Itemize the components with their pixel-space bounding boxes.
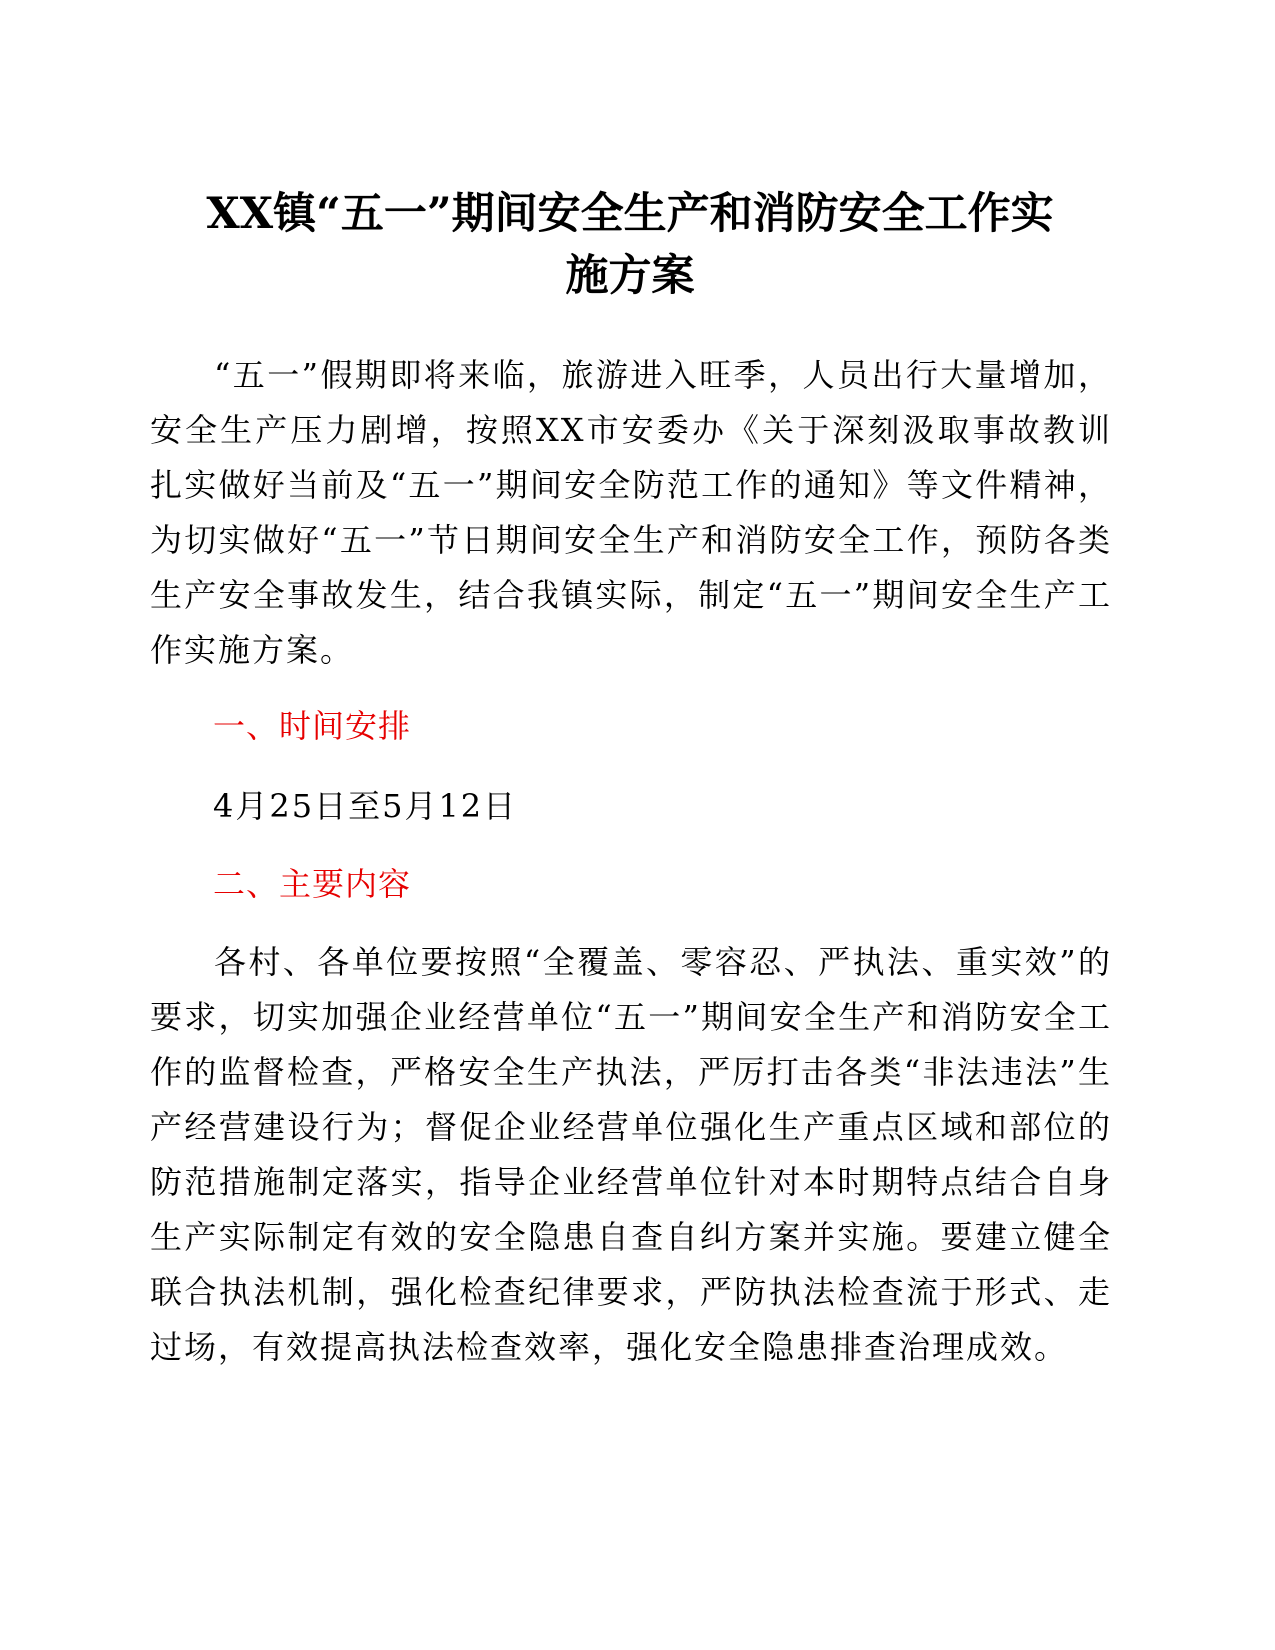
intro-paragraph: “五一”假期即将来临，旅游进入旺季，人员出行大量增加，安全生产压力剧增，按照XX市安委办《关于深刻汲取事故教训扎实做好当前及“五一”期间安全防范工作的通知》等文件精神，为切实做好“五一”节日期间安全生产和消防安全工作，预防各类生产安全事故发生，结合我镇实际，制定“五一”期间安全生产工作实施方案。: [150, 356, 1112, 669]
section-1-date-range: 4月25日至5月12日: [213, 787, 518, 825]
document-title-line-1: XX镇“五一”期间安全生产和消防安全工作实: [206, 189, 1054, 239]
section-2-heading: 二、主要内容: [213, 865, 412, 903]
section-1-heading: 一、时间安排: [213, 707, 412, 745]
document-title-line-2: 施方案: [565, 251, 695, 301]
section-2-paragraph: 各村、各单位要按照“全覆盖、零容忍、严执法、重实效”的要求，切实加强企业经营单位“五一”期间安全生产和消防安全工作的监督检查，严格安全生产执法，严厉打击各类“非法违法”生产经营建设行为；督促企业经营单位强化生产重点区域和部位的防范措施制定落实，指导企业经营单位针对本时期特点结合自身生产实际制定有效的安全隐患自查自纠方案并实施。要建立健全联合执法机制，强化检查纪律要求，严防执法检查流于形式、走过场，有效提高执法检查效率，强化安全隐患排查治理成效。: [150, 943, 1112, 1366]
document-title: [150, 183, 1110, 307]
